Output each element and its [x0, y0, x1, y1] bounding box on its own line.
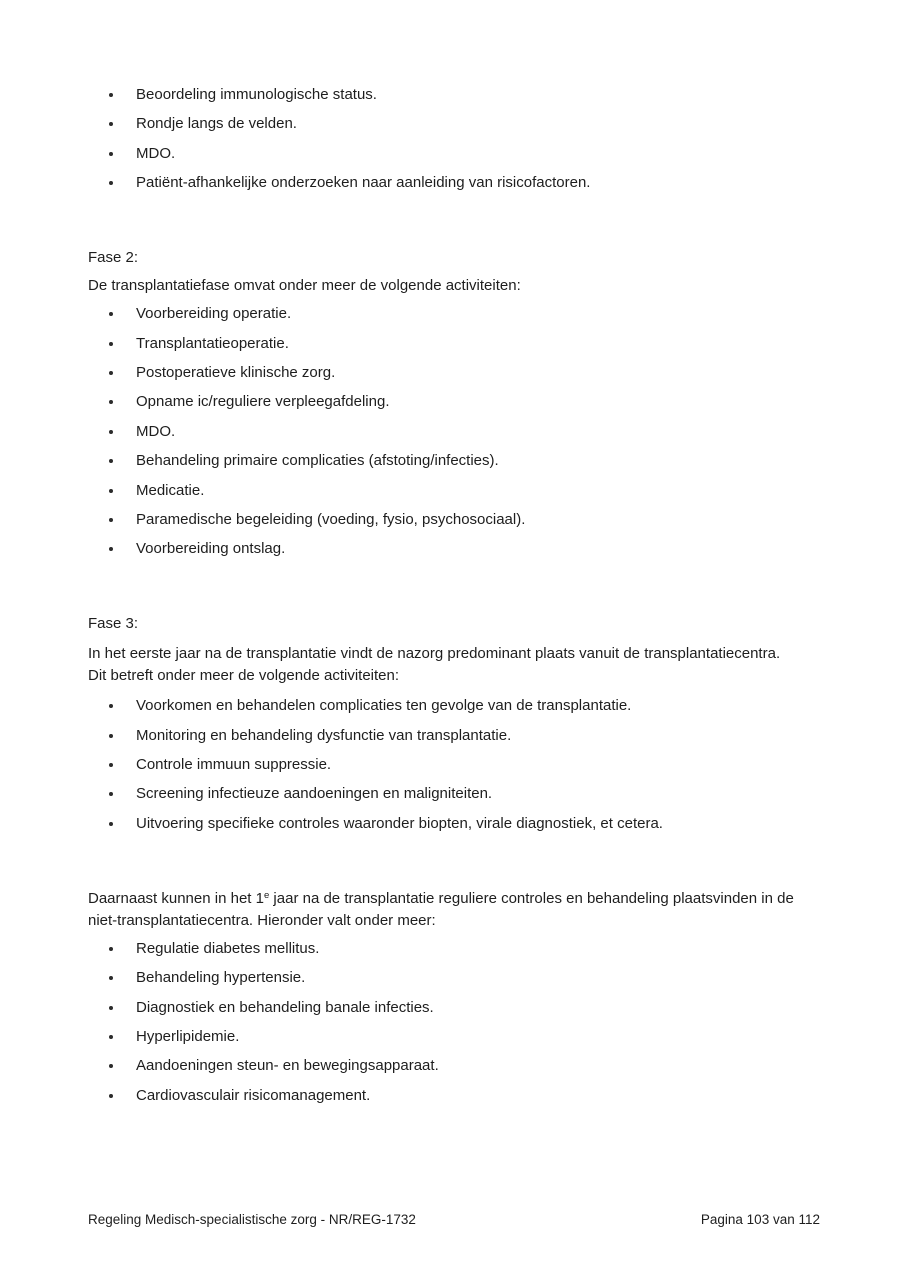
fase3-bullet-list — [88, 696, 820, 834]
bullet-icon — [109, 1094, 113, 1098]
list-item — [88, 696, 820, 716]
list-item — [88, 814, 820, 834]
list-item — [88, 304, 820, 324]
list-item — [88, 173, 820, 193]
list-item — [88, 539, 820, 559]
bullet-icon — [109, 93, 113, 97]
list-item-text: Controle immuun suppressie. — [136, 756, 332, 774]
bullet-icon — [109, 122, 113, 126]
list-item-text: Voorkomen en behandelen complicaties ten gevolge van de transplantatie. — [136, 697, 632, 715]
bullet-icon — [109, 763, 113, 767]
fase3-intro — [88, 643, 820, 687]
list-item — [88, 481, 820, 501]
daarnaast-paragraph — [88, 888, 820, 932]
list-item-text: Cardiovasculair risicomanagement. — [136, 1086, 371, 1104]
bullet-icon — [109, 976, 113, 980]
list-item-text: Diagnostiek en behandeling banale infecties. — [136, 998, 434, 1016]
list-item-text: Patiënt-afhankelijke onderzoeken naar aanleiding van risicofactoren. — [136, 174, 591, 192]
list-item — [88, 998, 820, 1018]
daarnaast-line1-before: Daarnaast kunnen in het 1 — [88, 889, 264, 907]
list-item-text: Monitoring en behandeling dysfunctie van transplantatie. — [136, 726, 512, 744]
list-item-text: Beoordeling immunologische status. — [136, 86, 377, 103]
list-item — [88, 1056, 820, 1076]
list-item-text: Rondje langs de velden. — [136, 115, 297, 133]
bullet-icon — [109, 547, 113, 551]
bullet-icon — [109, 312, 113, 316]
bullet-icon — [109, 371, 113, 375]
list-item-text: Paramedische begeleiding (voeding, fysio, psychosociaal). — [136, 510, 526, 528]
page-footer — [88, 1211, 820, 1228]
list-item-text: Regulatie diabetes mellitus. — [136, 939, 320, 957]
bullet-icon — [109, 152, 113, 156]
bullet-icon — [109, 1064, 113, 1068]
list-item-text: Voorbereiding operatie. — [136, 305, 292, 323]
list-item-text: Uitvoering specifieke controles waaronder biopten, virale diagnostiek, et cetera. — [136, 814, 663, 832]
bullet-icon — [109, 947, 113, 951]
bullet-icon — [109, 342, 113, 346]
list-item-text: Transplantatieoperatie. — [136, 334, 289, 352]
bullet-icon — [109, 181, 113, 185]
list-item-text: Medicatie. — [136, 481, 205, 499]
bullet-icon — [109, 489, 113, 493]
fase2-heading: Fase 2: — [88, 249, 139, 267]
bullet-icon — [109, 518, 113, 522]
page-content — [88, 0, 820, 1106]
daarnaast-bullet-list — [88, 939, 820, 1106]
bullet-icon — [109, 704, 113, 708]
bullet-icon — [109, 734, 113, 738]
list-item-text: Voorbereiding ontslag. — [136, 540, 286, 558]
list-item-text: Behandeling hypertensie. — [136, 969, 306, 987]
fase3-intro-line2: Dit betreft onder meer de volgende activiteiten: — [88, 667, 400, 685]
list-item-text: Behandeling primaire complicaties (afstoting/infecties). — [136, 452, 499, 470]
list-item — [88, 1027, 820, 1047]
fase2-intro: De transplantatiefase omvat onder meer de volgende activiteiten: — [88, 277, 521, 295]
list-item — [88, 784, 820, 804]
list-item-text: Hyperlipidemie. — [136, 1028, 240, 1046]
fase3-heading: Fase 3: — [88, 615, 139, 633]
list-item-text: Screening infectieuze aandoeningen en maligniteiten. — [136, 785, 493, 803]
list-item-text: MDO. — [136, 422, 176, 440]
fase2-bullet-list — [88, 304, 820, 559]
list-item — [88, 1086, 820, 1106]
list-item — [88, 726, 820, 746]
list-item-text: MDO. — [136, 144, 176, 162]
bullet-icon — [109, 400, 113, 404]
list-item — [88, 968, 820, 988]
bullet-icon — [109, 430, 113, 434]
intro-bullet-list — [88, 85, 820, 193]
list-item — [88, 392, 820, 412]
bullet-icon — [109, 822, 113, 826]
list-item — [88, 939, 820, 959]
bullet-icon — [109, 1035, 113, 1039]
bullet-icon — [109, 459, 113, 463]
bullet-icon — [109, 1006, 113, 1010]
daarnaast-line1 — [88, 890, 794, 907]
list-item-text: Aandoeningen steun- en bewegingsapparaat. — [136, 1057, 439, 1075]
list-item — [88, 114, 820, 134]
list-item — [88, 334, 820, 354]
fase3-intro-line1: In het eerste jaar na de transplantatie vindt de nazorg predominant plaats vanuit de transplantatiecentra. — [88, 645, 781, 663]
daarnaast-line1-after: jaar na de transplantatie reguliere controles en behandeling plaatsvinden in de — [269, 889, 794, 907]
list-item — [88, 510, 820, 530]
list-item-text: Opname ic/reguliere verpleegafdeling. — [136, 393, 390, 411]
list-item — [88, 144, 820, 164]
footer-document-title: Regeling Medisch-specialistische zorg - NR/REG-1732 — [88, 1212, 416, 1227]
list-item — [88, 85, 820, 105]
footer-page-number: Pagina 103 van 112 — [700, 1212, 820, 1227]
daarnaast-line2: niet-transplantatiecentra. Hieronder valt onder meer: — [88, 911, 436, 929]
bullet-icon — [109, 792, 113, 796]
superscript-e: e — [263, 889, 270, 901]
list-item — [88, 422, 820, 442]
list-item — [88, 363, 820, 383]
list-item-text: Postoperatieve klinische zorg. — [136, 363, 336, 381]
list-item — [88, 755, 820, 775]
list-item — [88, 451, 820, 471]
